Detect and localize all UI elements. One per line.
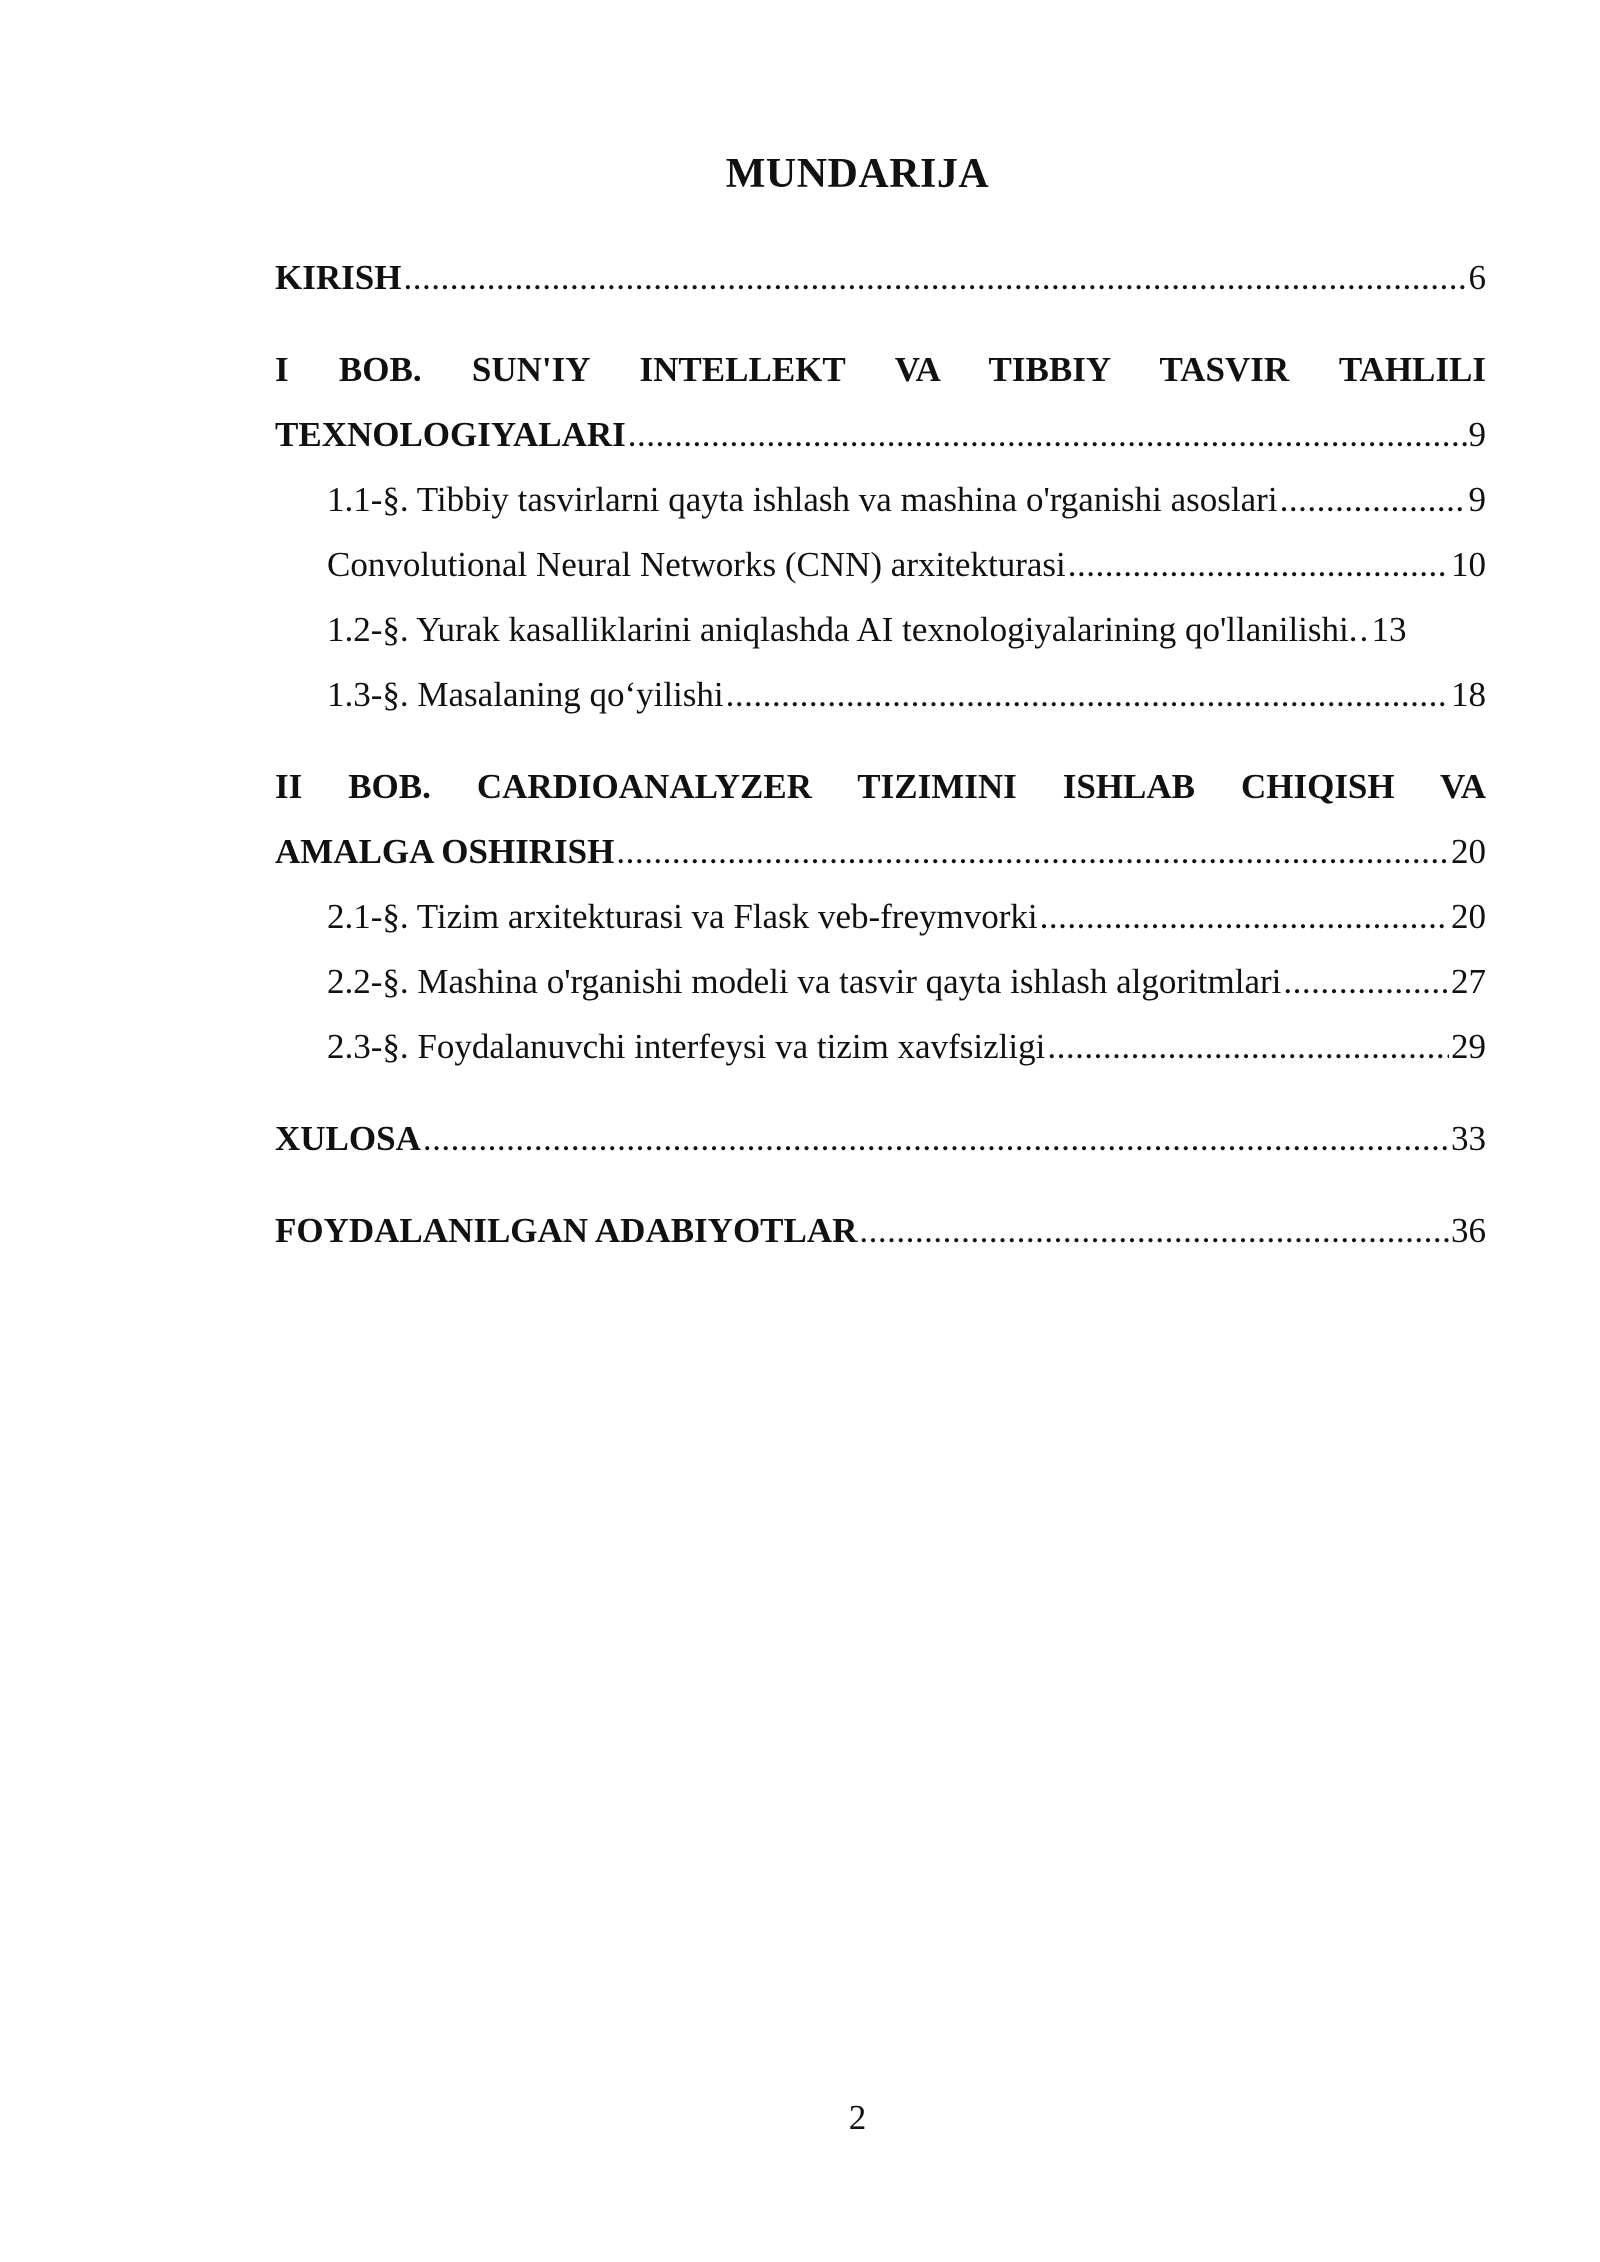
dot-leader — [423, 1106, 1449, 1171]
toc-entry-section-1-2[interactable] — [275, 597, 1486, 662]
dot-leader — [628, 402, 1467, 467]
toc-entry-page: 6 — [1468, 258, 1486, 297]
dot-leader — [1040, 884, 1449, 949]
dot-leader — [726, 662, 1449, 727]
toc-entry-page: 13 — [1371, 610, 1407, 649]
dot-leader — [1283, 949, 1449, 1014]
toc-entry-text: AMALGA OSHIRISH — [275, 832, 615, 871]
dot-leader — [859, 1198, 1449, 1263]
toc-entry-text: 1.3-§. Masalaning qo‘yilishi — [327, 675, 724, 714]
toc-entry-text: 1.1-§. Tibbiy tasvirlarni qayta ishlash va mashina o'rganishi asoslari — [327, 480, 1278, 519]
toc-entry-page: 18 — [1451, 675, 1486, 714]
dot-leader — [1068, 532, 1449, 597]
toc-entry-section-2-3[interactable] — [275, 1014, 1486, 1079]
toc-entry-text: 2.2-§. Mashina o'rganishi modeli va tasvir qayta ishlash algoritmlari — [327, 962, 1282, 1001]
table-of-contents — [275, 245, 1486, 1263]
toc-entry-page: 27 — [1451, 962, 1486, 1001]
dot-leader — [1280, 467, 1467, 532]
toc-entry-page: 10 — [1451, 545, 1486, 584]
toc-entry-chapter-1[interactable] — [275, 337, 1486, 467]
page-number: 2 — [848, 2098, 867, 2137]
toc-entry-text: FOYDALANILGAN ADABIYOTLAR — [275, 1211, 858, 1250]
toc-entry-section-2-2[interactable] — [275, 949, 1486, 1014]
toc-entry-page: 9 — [1468, 415, 1486, 454]
dot-leader — [403, 245, 1466, 310]
dot-leader — [1047, 1014, 1449, 1079]
toc-entry-chapter-2[interactable] — [275, 754, 1486, 884]
toc-entry-text: 2.3-§. Foydalanuvchi interfeysi va tizim xavfsizligi — [327, 1027, 1046, 1066]
toc-entry-section-2-1[interactable] — [275, 884, 1486, 949]
toc-entry-page: 9 — [1468, 480, 1486, 519]
toc-entry-section-1-1[interactable] — [275, 467, 1486, 532]
toc-entry-text: 1.2-§. Yurak kasalliklarini aniqlashda AI texnologiyalarining qo'llanilishi. — [327, 610, 1358, 649]
toc-entry-section-1-3[interactable] — [275, 662, 1486, 727]
toc-entry-text: TEXNOLOGIYALARI — [275, 415, 626, 454]
toc-entry-adabiyotlar[interactable] — [275, 1198, 1486, 1263]
toc-entry-text: XULOSA — [275, 1119, 421, 1158]
toc-entry-cnn[interactable] — [275, 532, 1486, 597]
toc-entry-heading-line: II BOB. CARDIOANALYZER TIZIMINI ISHLAB CHIQISH VA — [275, 767, 1486, 806]
toc-entry-text: 2.1-§. Tizim arxitekturasi va Flask veb-freymvorki — [327, 897, 1038, 936]
toc-entry-page: 20 — [1451, 897, 1486, 936]
dot-leader — [1360, 597, 1370, 662]
toc-entry-kirish[interactable] — [275, 245, 1486, 310]
toc-entry-page: 20 — [1451, 832, 1486, 871]
dot-leader — [616, 819, 1449, 884]
toc-entry-text: Convolutional Neural Networks (CNN) arxitekturasi — [327, 545, 1066, 584]
toc-entry-page: 36 — [1451, 1211, 1486, 1250]
toc-entry-text: KIRISH — [275, 258, 402, 297]
toc-title: MUNDARIJA — [725, 151, 990, 197]
toc-entry-page: 33 — [1451, 1119, 1486, 1158]
toc-entry-xulosa[interactable] — [275, 1106, 1486, 1171]
toc-entry-page: 29 — [1451, 1027, 1486, 1066]
toc-entry-heading-line: I BOB. SUN'IY INTELLEKT VA TIBBIY TASVIR TAHLILI — [275, 350, 1486, 389]
